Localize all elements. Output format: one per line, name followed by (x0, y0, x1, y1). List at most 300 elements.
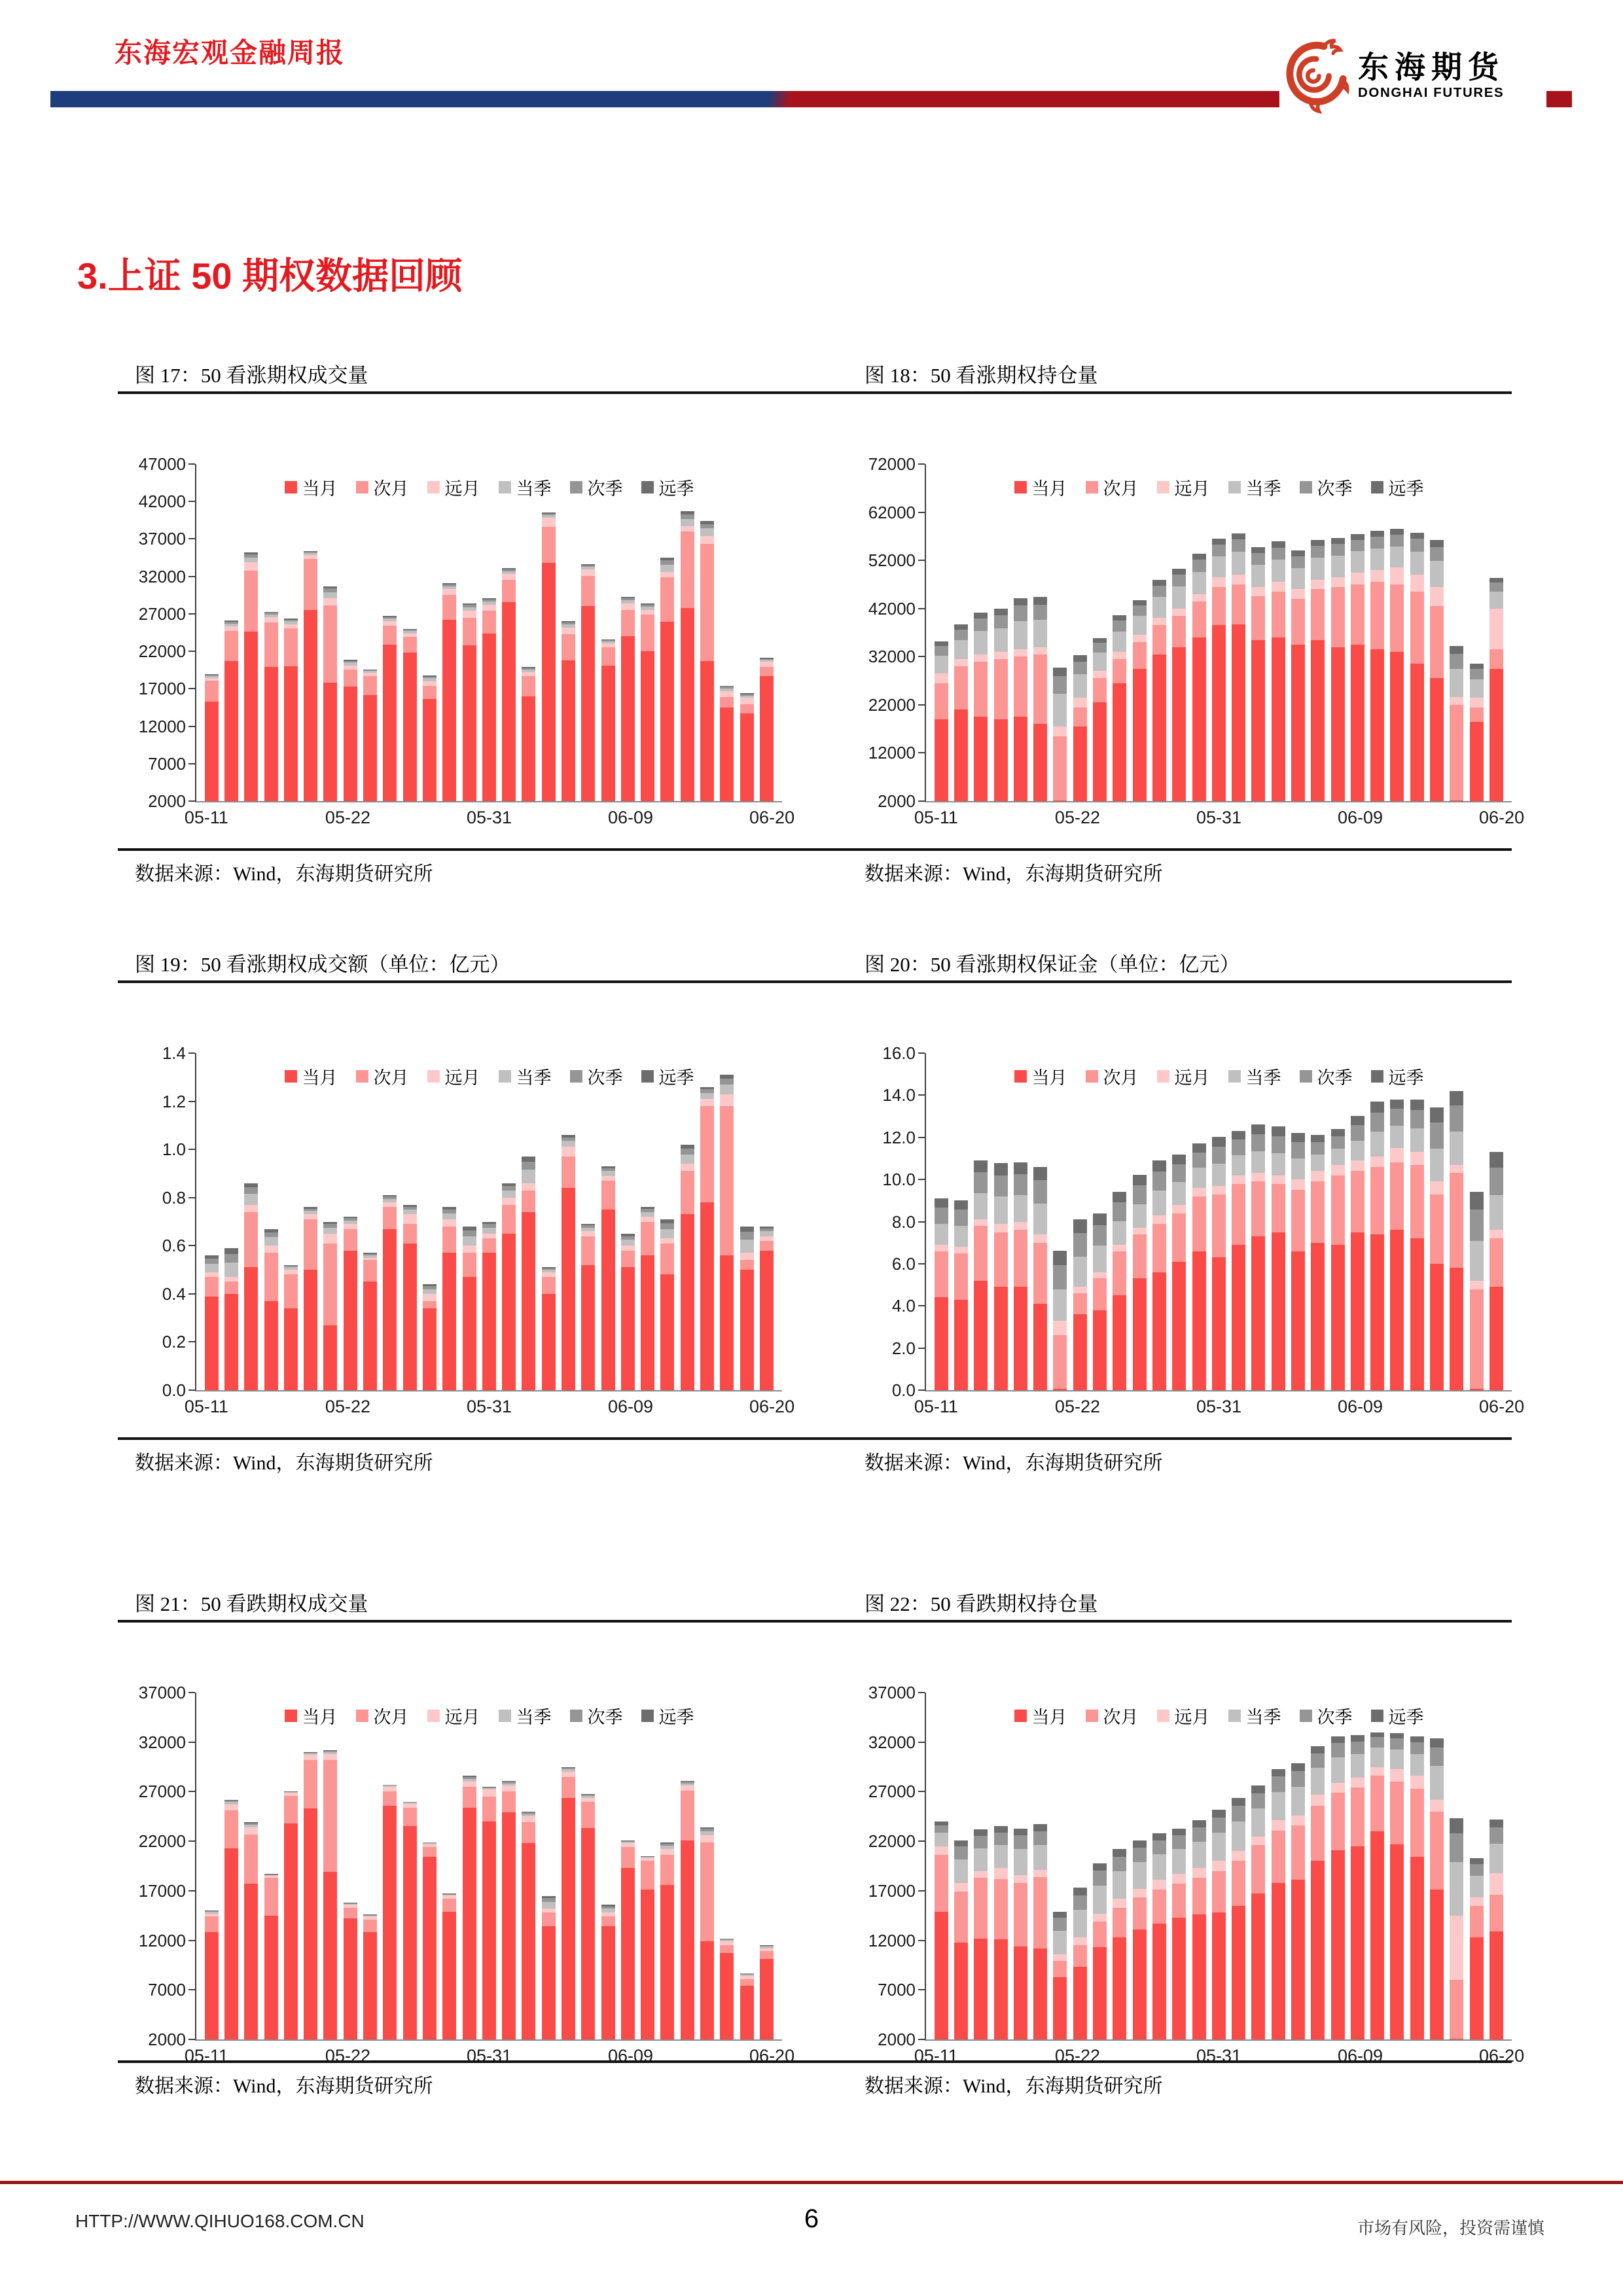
bar-segment (344, 1918, 357, 2039)
bar (601, 1905, 615, 2039)
bar-segment (1489, 1820, 1503, 1827)
x-tick-label: 06-20 (749, 1397, 795, 1416)
bar-segment (1489, 1287, 1503, 1390)
bar-segment (403, 1224, 417, 1243)
bar-segment (1172, 1205, 1186, 1213)
bar-segment (581, 1802, 595, 1829)
bar-segment (1470, 1937, 1484, 2039)
bar-segment (1390, 1126, 1404, 1147)
legend-swatch-icon (285, 1710, 297, 1722)
bar-segment (1133, 1889, 1147, 1898)
bar (1370, 531, 1384, 801)
bar-segment (1291, 1880, 1305, 2039)
bar-segment (1351, 1754, 1364, 1778)
bar-segment (1033, 655, 1047, 725)
legend-item (1228, 1703, 1281, 1729)
bar-segment (482, 1797, 496, 1821)
bar-segment (581, 569, 595, 575)
bar-segment (1152, 618, 1166, 625)
legend-swatch-icon (1300, 1710, 1312, 1722)
y-tick-mark (188, 1341, 195, 1342)
bar (562, 621, 575, 801)
bar-segment (1033, 1204, 1047, 1234)
bar-segment (1430, 1122, 1444, 1149)
bar-segment (700, 1202, 714, 1390)
bar-segment (1053, 676, 1067, 694)
y-tick-mark (188, 763, 195, 764)
legend-label: 次月 (373, 1708, 409, 1727)
bar (423, 1842, 437, 2039)
bar-segment (542, 1294, 556, 1390)
bar-segment (1410, 1789, 1424, 1857)
bar-segment (1331, 1245, 1345, 1390)
legend-label: 次季 (587, 1068, 623, 1088)
bar-segment (641, 1222, 654, 1256)
bar-segment (740, 713, 754, 801)
y-tick-label: 4.0 (891, 1296, 916, 1316)
bar-segment (1390, 1844, 1404, 2039)
bar-segment (323, 1872, 337, 2039)
y-tick-label: 1.2 (162, 1091, 186, 1111)
bar-segment (1272, 1175, 1285, 1184)
bar-segment (1272, 1126, 1285, 1136)
y-tick-label: 2.0 (891, 1338, 916, 1358)
figure-row-1 (118, 359, 1525, 890)
bar-segment (1113, 1221, 1126, 1245)
logo-cn-text: 东海期货 (1358, 51, 1505, 86)
bar (700, 521, 714, 801)
y-tick-label: 0.0 (891, 1380, 916, 1400)
bar-segment (621, 1267, 635, 1390)
bar-segment (244, 1187, 258, 1194)
bar-segment (1450, 669, 1463, 697)
bar-segment (1410, 1110, 1424, 1128)
bar-segment (681, 1214, 694, 1390)
bar-segment (1053, 1931, 1067, 1954)
bar-segment (244, 1884, 258, 2039)
bar-segment (1470, 698, 1484, 708)
y-tick-mark (188, 1149, 195, 1150)
bar-segment (323, 1325, 337, 1390)
bar-segment (1430, 540, 1444, 547)
bar (205, 1255, 219, 1390)
bar-segment (1470, 669, 1484, 679)
bar (1133, 600, 1147, 801)
legend-item (427, 1703, 480, 1729)
bar-segment (1311, 1806, 1325, 1861)
bar-segment (994, 628, 1008, 652)
bar-segment (681, 514, 694, 519)
bar-segment (1172, 1874, 1186, 1884)
bar (1450, 1818, 1463, 2039)
bar-segment (1113, 1937, 1126, 2039)
bar-segment (284, 1823, 298, 2039)
bar (344, 1217, 357, 1390)
bar (954, 1200, 968, 1390)
x-axis-labels (914, 2039, 1525, 2072)
bar-segment (1053, 1977, 1067, 2039)
bar-segment (1152, 1833, 1166, 1840)
bar-segment (1152, 1272, 1166, 1390)
bar (1291, 1133, 1305, 1390)
bar-segment (1390, 547, 1404, 567)
y-tick-mark (188, 501, 195, 502)
bar-segment (1370, 1748, 1384, 1767)
legend-label: 远月 (1174, 1708, 1210, 1727)
y-tick-label: 62000 (868, 502, 916, 522)
bar (284, 619, 298, 801)
bar-segment (1073, 1293, 1087, 1314)
bar-segment (463, 618, 476, 645)
legend-swatch-icon (285, 481, 297, 493)
bar-segment (522, 1822, 535, 1843)
y-tick-mark (188, 576, 195, 577)
bar-segment (1291, 1763, 1305, 1771)
legend-label: 当月 (1031, 479, 1067, 499)
bar-segment (740, 1979, 754, 1986)
bar-segment (562, 634, 575, 660)
bar (1133, 1175, 1147, 1390)
bar (681, 511, 694, 801)
bar-segment (581, 1265, 595, 1390)
chart-fig19 (118, 1043, 795, 1416)
bar-segment (1251, 1785, 1265, 1793)
y-tick-mark (918, 560, 925, 561)
y-tick-label: 17000 (138, 679, 186, 699)
bar-segment (1450, 1916, 1463, 1980)
bar (601, 1166, 615, 1390)
bar-segment (1212, 1818, 1226, 1833)
y-tick-mark (188, 1791, 195, 1792)
bar-segment (935, 641, 948, 646)
bar-segment (1450, 1268, 1463, 1390)
logo-en-text: DONGHAI FUTURES (1358, 84, 1505, 100)
bar-segment (1251, 1837, 1265, 1846)
bar-segment (581, 1236, 595, 1265)
bar-segment (502, 574, 516, 580)
y-tick-mark (918, 1263, 925, 1265)
x-axis-labels (184, 801, 795, 834)
bar (974, 613, 988, 801)
bar-segment (542, 518, 556, 527)
fig19-title: 图 19：50 看涨期权成交额（单位：亿元） (135, 953, 510, 976)
bar-segment (502, 1785, 516, 1791)
legend-label: 远月 (1174, 1068, 1210, 1088)
bar (224, 620, 238, 801)
bar-segment (1053, 736, 1067, 801)
bar-segment (1232, 552, 1245, 575)
legend-swatch-icon (1228, 1070, 1241, 1083)
x-tick-label: 05-11 (914, 1397, 958, 1416)
bar-segment (1073, 1967, 1087, 2039)
bar-segment (974, 1219, 988, 1226)
bar (760, 658, 774, 801)
bar (244, 1822, 258, 2039)
bar-segment (1232, 624, 1245, 801)
legend-label: 远季 (1388, 1708, 1424, 1727)
bar-segment (383, 1202, 397, 1207)
bar-segment (935, 673, 948, 683)
legend-swatch-icon (1228, 481, 1241, 493)
bar-segment (974, 631, 988, 654)
bar-segment (423, 1857, 437, 2039)
bar (442, 1893, 456, 2039)
bar-segment (1033, 1243, 1047, 1304)
bar-segment (224, 661, 238, 801)
bar (1251, 1785, 1265, 2039)
plot-area (914, 464, 1525, 827)
y-tick-label: 10.0 (882, 1170, 916, 1190)
bar-segment (1351, 1141, 1364, 1161)
y-tick-mark (188, 463, 195, 465)
legend-swatch-icon (1300, 1070, 1312, 1083)
bar-segment (1212, 625, 1226, 801)
bar (522, 1812, 535, 2039)
y-tick-label: 42000 (868, 598, 916, 619)
bar-segment (1489, 1931, 1503, 2039)
bar-segment (935, 1846, 948, 1856)
bar-segment (1073, 1888, 1087, 1895)
bar (974, 1160, 988, 1390)
bar-segment (1033, 1870, 1047, 1877)
bar-segment (244, 1183, 258, 1188)
bar (1272, 541, 1285, 801)
bar-segment (1172, 1829, 1186, 1835)
bar-segment (700, 1099, 714, 1106)
bar-segment (1390, 535, 1404, 547)
bar (423, 675, 437, 801)
bar-segment (1351, 1787, 1364, 1846)
bar-segment (1133, 1204, 1147, 1228)
plot-area (184, 464, 795, 827)
bar (403, 629, 417, 801)
bar-segment (1192, 594, 1206, 601)
bar-segment (1291, 1190, 1305, 1251)
x-tick-label: 05-31 (466, 2046, 512, 2066)
bar-segment (1370, 1831, 1384, 2039)
bar-segment (284, 1270, 298, 1274)
bar-segment (1351, 645, 1364, 801)
bar-segment (1033, 1831, 1047, 1845)
dragon-logo-icon (1279, 35, 1350, 119)
bar-segment (760, 1951, 774, 1959)
y-tick-mark (918, 1052, 925, 1054)
legend-item (570, 1703, 623, 1729)
bar-segment (1370, 1776, 1384, 1831)
bar-segment (482, 1228, 496, 1234)
bar-segment (601, 1916, 615, 1926)
y-tick-label: 32000 (138, 566, 186, 586)
y-tick-label: 2000 (878, 2030, 916, 2049)
bar-segment (1232, 1851, 1245, 1861)
bar-segment (740, 698, 754, 704)
x-tick-label: 05-31 (1196, 2046, 1242, 2066)
bar-segment (1430, 1194, 1444, 1264)
bar-segment (760, 662, 774, 667)
bar-segment (1192, 601, 1206, 637)
bar-segment (1212, 1810, 1226, 1818)
bar-segment (1370, 1102, 1384, 1113)
legend-swatch-icon (1014, 1070, 1027, 1083)
bar-segment (502, 1191, 516, 1198)
bar-segment (244, 1194, 258, 1205)
bar (323, 586, 337, 801)
bar-segment (522, 676, 535, 696)
bar-segment (304, 1270, 317, 1390)
bar (344, 1903, 357, 2039)
bar-segment (1311, 1171, 1325, 1181)
bar (542, 1896, 556, 2040)
bar-segment (1172, 616, 1186, 647)
bar (1152, 580, 1166, 801)
bar (304, 551, 317, 801)
bar-segment (1113, 620, 1126, 632)
fig18-title: 图 18：50 看涨期权持仓量 (865, 364, 1098, 387)
legend-item (641, 1703, 694, 1729)
bar-segment (935, 1198, 948, 1208)
bar-segment (954, 1859, 968, 1883)
bar-segment (205, 1264, 219, 1272)
bar-segment (1291, 1816, 1305, 1825)
bar (1410, 533, 1424, 801)
fig21-title: 图 21：50 看跌期权成交量 (135, 1592, 368, 1615)
bar-segment (700, 544, 714, 661)
bar-segment (323, 605, 337, 683)
bar-segment (264, 1301, 278, 1390)
bar-segment (304, 1808, 317, 2039)
legend-item (499, 1064, 552, 1089)
legend-item (285, 475, 338, 500)
bar-segment (760, 1251, 774, 1390)
bar-segment (1410, 539, 1424, 551)
bar-segment (1430, 1738, 1444, 1748)
bar-segment (1311, 540, 1325, 546)
bar-segment (1291, 645, 1305, 801)
bar-segment (681, 1840, 694, 2039)
bar-segment (1331, 1783, 1345, 1793)
bar (740, 1973, 754, 2039)
bar-segment (1331, 556, 1345, 577)
bar-segment (1489, 1152, 1503, 1168)
legend-label: 次月 (1103, 1068, 1139, 1088)
bar-segment (1033, 1845, 1047, 1870)
bar-segment (542, 1277, 556, 1294)
legend-item (1014, 1703, 1067, 1729)
bar-segment (1152, 597, 1166, 618)
bar-segment (244, 632, 258, 801)
bar (1410, 1736, 1424, 2039)
y-tick-label: 0.8 (162, 1187, 186, 1208)
bar-segment (1489, 592, 1503, 609)
bar-segment (1172, 1884, 1186, 1917)
bar-segment (1390, 567, 1404, 584)
bar-segment (1192, 1153, 1206, 1168)
legend-swatch-icon (1157, 481, 1169, 493)
y-tick-mark (918, 752, 925, 753)
bar-segment (681, 1785, 694, 1791)
company-logo (1279, 33, 1546, 120)
bar-segment (244, 558, 258, 562)
bar-segment (660, 622, 674, 801)
bar-segment (1410, 533, 1424, 539)
bar-segment (1311, 589, 1325, 639)
bar-segment (1212, 1871, 1226, 1913)
bar-segment (1014, 649, 1027, 656)
bar-segment (700, 661, 714, 801)
bar (681, 1781, 694, 2039)
bar (323, 1222, 337, 1390)
bar-segment (224, 1810, 238, 1848)
bar (720, 1075, 734, 1390)
bar-segment (1133, 1234, 1147, 1279)
bar-segment (1291, 1771, 1305, 1787)
bar-segment (1093, 1886, 1107, 1914)
bar-segment (482, 611, 496, 633)
bar-segment (383, 1787, 397, 1792)
bar-segment (1291, 1251, 1305, 1390)
y-tick-label: 2000 (878, 791, 916, 811)
bar-segment (1370, 1732, 1384, 1738)
y-tick-mark (188, 1293, 195, 1295)
bar-segment (1450, 1165, 1463, 1174)
bar-segment (1133, 1278, 1147, 1390)
bar-segment (1133, 1862, 1147, 1889)
bar-segment (562, 660, 575, 801)
bar-segment (935, 683, 948, 719)
x-tick-label: 05-11 (184, 1397, 228, 1416)
bar-segment (994, 1224, 1008, 1232)
bar-segment (1093, 1225, 1107, 1246)
y-tick-label: 7000 (878, 1980, 916, 2000)
legend-label: 远季 (658, 479, 694, 499)
y-tick-label: 12000 (138, 1930, 186, 1950)
y-tick-label: 12000 (868, 1930, 916, 1950)
bar-segment (641, 1217, 654, 1221)
bar-segment (660, 1223, 674, 1229)
bar-segment (1272, 1769, 1285, 1777)
bar (1093, 1213, 1107, 1390)
bar-segment (1489, 1230, 1503, 1238)
bar-segment (1014, 717, 1027, 801)
x-tick-label: 06-09 (608, 2046, 654, 2066)
bar-segment (522, 1157, 535, 1162)
bar-segment (1370, 1157, 1384, 1167)
bar-segment (482, 1234, 496, 1238)
bar-segment (1311, 1861, 1325, 2039)
bar-segment (1033, 1180, 1047, 1204)
bar-segment (1093, 643, 1107, 653)
legend-label: 次季 (587, 1708, 623, 1727)
bar-segment (681, 1149, 694, 1155)
bar-segment (224, 1848, 238, 2039)
bar-segment (700, 1093, 714, 1099)
bar-segment (463, 1230, 476, 1236)
bar-segment (1232, 1861, 1245, 1905)
bar-segment (344, 1229, 357, 1251)
bars (196, 1053, 782, 1390)
y-tick-label: 12000 (868, 743, 916, 763)
bar-segment (1093, 653, 1107, 671)
x-tick-label: 06-20 (1479, 1397, 1525, 1416)
bar-segment (482, 1238, 496, 1253)
bar-segment (994, 1939, 1008, 2039)
bar-segment (660, 577, 674, 622)
x-tick-label: 05-22 (1054, 808, 1100, 827)
y-tick-label: 22000 (868, 694, 916, 715)
bar-segment (660, 1238, 674, 1243)
y-tick-mark (188, 613, 195, 615)
bar-segment (1133, 1185, 1147, 1204)
